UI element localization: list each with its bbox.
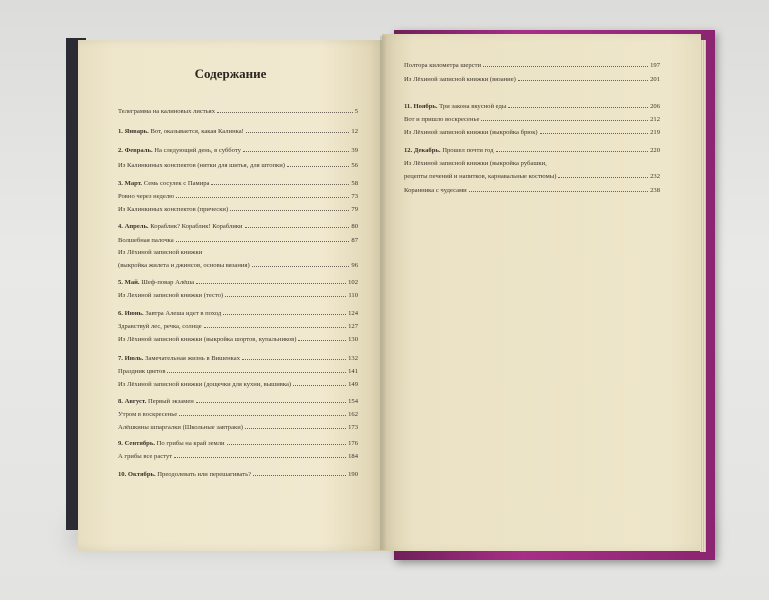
toc-entry-title bbox=[118, 398, 194, 405]
toc-entry-title bbox=[118, 453, 172, 460]
toc-entry bbox=[118, 355, 358, 362]
toc-entry-title bbox=[118, 223, 243, 230]
toc-entry bbox=[404, 76, 660, 83]
toc-chapter-month: 8. Август. bbox=[118, 398, 148, 405]
toc-leader-dots bbox=[204, 326, 346, 328]
toc-entry bbox=[118, 180, 358, 187]
toc-entry-text: Волшебная палочка bbox=[118, 237, 174, 244]
page-edges bbox=[700, 40, 706, 552]
toc-entry-text: Коранника с чудесами bbox=[404, 187, 467, 194]
toc-entry-text: Прошел почти год bbox=[442, 147, 494, 154]
toc-leader-dots bbox=[230, 209, 349, 211]
toc-entry-text: Кораблик? Кораблик! Кораблики bbox=[150, 223, 243, 230]
toc-entry bbox=[118, 128, 358, 135]
toc-leader-dots bbox=[225, 295, 346, 297]
toc-page-number: 124 bbox=[348, 310, 358, 317]
toc-page-number: 87 bbox=[351, 237, 358, 244]
toc-entry-text: А грибы все растут bbox=[118, 453, 173, 460]
toc-entry bbox=[118, 411, 358, 418]
toc-page-number: 197 bbox=[650, 62, 660, 69]
book-gutter bbox=[380, 36, 386, 550]
toc-page-number: 141 bbox=[348, 368, 358, 375]
toc-entry bbox=[404, 103, 660, 110]
toc-chapter-month: 12. Декабрь. bbox=[404, 147, 443, 154]
toc-entry-title bbox=[118, 206, 228, 213]
toc-chapter-month: 11. Ноябрь. bbox=[404, 103, 440, 110]
toc-entry-text: Алёшкины шпаргалки (Школьные завтраки) bbox=[118, 424, 243, 431]
toc-entry-title bbox=[118, 162, 285, 169]
toc-leader-dots bbox=[481, 119, 648, 121]
toc-entry bbox=[118, 262, 358, 269]
toc-page-number: 110 bbox=[348, 292, 358, 299]
toc-chapter-month: 1. Январь. bbox=[118, 128, 151, 135]
toc-page-number: 190 bbox=[348, 471, 358, 478]
toc-entry-text: Вот и пришло воскресенье bbox=[404, 116, 480, 123]
toc-chapter-month: 9. Сентябрь. bbox=[118, 440, 157, 447]
toc-entry-title bbox=[404, 147, 494, 154]
toc-entry-text: Три закона вкусной еды bbox=[439, 103, 507, 110]
toc-leader-dots bbox=[196, 401, 346, 403]
toc-entry bbox=[118, 108, 358, 115]
toc-leader-dots bbox=[483, 65, 648, 67]
toc-page-number: 73 bbox=[351, 193, 358, 200]
toc-leader-dots bbox=[252, 265, 350, 267]
toc-chapter-month: 5. Май. bbox=[118, 279, 142, 286]
toc-entry-text: Из Лёхиной записной книжки (вязание) bbox=[404, 76, 516, 83]
toc-entry bbox=[404, 129, 660, 136]
toc-leader-dots bbox=[179, 414, 346, 416]
toc-entry bbox=[118, 206, 358, 213]
toc-entry-text: Здравствуй лес, речка, солнце bbox=[118, 323, 202, 330]
page-title: Содержание bbox=[194, 66, 267, 81]
toc-entry-title bbox=[404, 160, 547, 167]
toc-entry bbox=[118, 424, 358, 431]
toc-entry-title bbox=[404, 103, 506, 110]
toc-page-number: 184 bbox=[348, 453, 358, 460]
toc-entry-text: Первый экзамен bbox=[147, 398, 194, 405]
toc-leader-dots bbox=[496, 150, 649, 152]
toc-chapter-month: 4. Апрель. bbox=[118, 223, 151, 230]
toc-entry-title bbox=[118, 336, 296, 343]
toc-leader-dots bbox=[558, 176, 648, 178]
toc-entry bbox=[118, 223, 358, 230]
toc-chapter-month: 2. Февраль. bbox=[118, 147, 155, 154]
toc-page-number: 149 bbox=[348, 381, 358, 388]
toc-entry-title bbox=[118, 411, 177, 418]
toc-entry bbox=[118, 336, 358, 343]
toc-entry-title bbox=[118, 381, 291, 388]
toc-entry bbox=[118, 147, 358, 154]
toc-entry-title bbox=[118, 368, 165, 375]
toc-entry-text: Из Калинкиных конспектов (прически) bbox=[118, 206, 229, 213]
toc-entry-text: Вот, оказывается, какая Калинка! bbox=[150, 128, 244, 135]
toc-entry bbox=[118, 310, 358, 317]
toc-entry bbox=[118, 292, 358, 299]
toc-leader-dots bbox=[196, 282, 346, 284]
toc-leader-dots bbox=[174, 456, 346, 458]
toc-entry-title bbox=[404, 187, 467, 194]
toc-entry bbox=[118, 323, 358, 330]
toc-entry-title bbox=[118, 180, 209, 187]
toc-page-number: 232 bbox=[650, 173, 660, 180]
toc-page-number: 127 bbox=[348, 323, 358, 330]
toc-leader-dots bbox=[293, 384, 346, 386]
toc-entry-text: Из Лёхиной записной книжки (выкройка рубашки, bbox=[404, 160, 547, 167]
toc-entry-title bbox=[404, 129, 538, 136]
toc-leader-dots bbox=[245, 226, 350, 228]
toc-chapter-month: 3. Март. bbox=[118, 180, 144, 187]
toc-page-number: 238 bbox=[650, 187, 660, 194]
toc-chapter-month: 7. Июль. bbox=[118, 355, 146, 362]
toc-entry-text: Завтра Алеша идет в поход bbox=[145, 310, 222, 317]
toc-entry-title bbox=[118, 147, 241, 154]
toc-leader-dots bbox=[217, 111, 353, 113]
toc-entry-title bbox=[118, 262, 250, 269]
toc-leader-dots bbox=[227, 443, 347, 445]
toc-leader-dots bbox=[176, 240, 350, 242]
toc-entry-title bbox=[118, 292, 223, 299]
toc-entry-title bbox=[118, 471, 251, 478]
toc-entry-title bbox=[404, 116, 479, 123]
toc-leader-dots bbox=[540, 132, 649, 134]
toc-page-number: 39 bbox=[351, 147, 358, 154]
toc-entry-title bbox=[404, 173, 556, 180]
toc-page-number: 219 bbox=[650, 129, 660, 136]
toc-entry-text: Семь сосулек с Памира bbox=[143, 180, 210, 187]
toc-leader-dots bbox=[242, 358, 346, 360]
toc-leader-dots bbox=[211, 183, 349, 185]
toc-entry-text: Преодолевать или перешагивать? bbox=[157, 471, 251, 478]
toc-page-number: 220 bbox=[650, 147, 660, 154]
toc-entry bbox=[404, 173, 660, 180]
toc-leader-dots bbox=[508, 106, 648, 108]
toc-leader-dots bbox=[287, 165, 349, 167]
toc-page-number: 212 bbox=[650, 116, 660, 123]
toc-entry-text: рецепты печений и напитков, карнавальные костюмы) bbox=[404, 173, 557, 180]
toc-entry-text: Из Лёхиной записной книжки bbox=[118, 249, 203, 256]
toc-page-number: 130 bbox=[348, 336, 358, 343]
toc-page-number: 102 bbox=[348, 279, 358, 286]
toc-page-number: 58 bbox=[351, 180, 358, 187]
toc-entry-text: Ровно через неделю bbox=[118, 193, 175, 200]
toc-page-number: 5 bbox=[354, 108, 358, 115]
toc-leader-dots bbox=[518, 79, 648, 81]
toc-page-number: 132 bbox=[348, 355, 358, 362]
toc-entry-title bbox=[118, 424, 243, 431]
toc-leader-dots bbox=[223, 313, 346, 315]
toc-entry bbox=[404, 62, 660, 69]
toc-page-number: 96 bbox=[351, 262, 358, 269]
toc-page-number: 206 bbox=[650, 103, 660, 110]
toc-entry-title bbox=[118, 108, 215, 115]
toc-entry-text: Телеграмма на калиновых листьях bbox=[118, 108, 216, 115]
toc-entry bbox=[118, 398, 358, 405]
toc-entry bbox=[118, 368, 358, 375]
toc-entry-title bbox=[118, 193, 174, 200]
toc-entry-title bbox=[404, 62, 481, 69]
toc-entry-title bbox=[118, 237, 174, 244]
toc-entry-title bbox=[118, 310, 221, 317]
toc-page-number: 162 bbox=[348, 411, 358, 418]
toc-chapter-month: 10. Октябрь. bbox=[118, 471, 158, 478]
toc-entry-text: (выкройка жилета и джинсов, основы вязания) bbox=[118, 262, 250, 269]
right-page bbox=[382, 34, 701, 551]
toc-leader-dots bbox=[246, 131, 350, 133]
toc-leader-dots bbox=[176, 196, 349, 198]
toc-entry bbox=[118, 237, 358, 244]
toc-entry-title bbox=[118, 440, 225, 447]
toc-leader-dots bbox=[298, 339, 346, 341]
toc-page-number: 80 bbox=[351, 223, 358, 230]
toc-page-number: 201 bbox=[650, 76, 660, 83]
toc-leader-dots bbox=[245, 427, 346, 429]
toc-leader-dots bbox=[167, 371, 346, 373]
toc-entry bbox=[404, 160, 660, 167]
toc-entry bbox=[118, 453, 358, 460]
toc-entry-title bbox=[118, 355, 240, 362]
toc-chapter-month: 6. Июнь. bbox=[118, 310, 146, 317]
toc-entry-text: Из Лёхиной записной книжки (дощечки для кухни, вышивка) bbox=[118, 381, 292, 388]
toc-entry-text: Праздник цветов bbox=[118, 368, 166, 375]
toc-entry bbox=[118, 162, 358, 169]
toc-entry-text: Замечательная жизнь в Вишенках bbox=[145, 355, 240, 362]
toc-entry-title bbox=[118, 128, 244, 135]
toc-entry-text: Из Лёхиной записной книжки (выкройка брюк) bbox=[404, 129, 538, 136]
toc-leader-dots bbox=[243, 150, 349, 152]
toc-entry-text: Утром в воскресенье bbox=[118, 411, 178, 418]
toc-entry bbox=[118, 440, 358, 447]
toc-entry-text: Шеф-повар Алёша bbox=[141, 279, 195, 286]
toc-entry bbox=[404, 147, 660, 154]
toc-entry-title bbox=[118, 279, 194, 286]
toc-page-number: 12 bbox=[351, 128, 358, 135]
toc-entry bbox=[404, 116, 660, 123]
toc-entry bbox=[118, 471, 358, 478]
toc-entry-title bbox=[404, 76, 516, 83]
toc-leader-dots bbox=[253, 474, 346, 476]
toc-entry bbox=[118, 279, 358, 286]
toc-entry-text: На следующий день, в субботу bbox=[154, 147, 241, 154]
toc-entry bbox=[118, 381, 358, 388]
toc-entry bbox=[118, 193, 358, 200]
toc-page-number: 173 bbox=[348, 424, 358, 431]
toc-entry-text: Из Калинкиных конспектов (нитки для шитья, для штопки) bbox=[118, 162, 285, 169]
toc-entry-text: Из Лёхиной записной книжки (выкройка шортов, купальников) bbox=[118, 336, 297, 343]
toc-entry-title bbox=[118, 249, 202, 256]
toc-page-number: 79 bbox=[351, 206, 358, 213]
toc-entry-title bbox=[118, 323, 202, 330]
toc-page-number: 176 bbox=[348, 440, 358, 447]
toc-entry bbox=[404, 187, 660, 194]
toc-page-number: 56 bbox=[351, 162, 358, 169]
toc-entry-text: По грибы на край земли bbox=[156, 440, 225, 447]
toc-entry-text: Из Лехиной записной книжки (тесто) bbox=[118, 292, 224, 299]
toc-entry bbox=[118, 249, 358, 256]
toc-leader-dots bbox=[469, 190, 648, 192]
toc-page-number: 154 bbox=[348, 398, 358, 405]
toc-entry-text: Полтора километра шерсти bbox=[404, 62, 481, 69]
